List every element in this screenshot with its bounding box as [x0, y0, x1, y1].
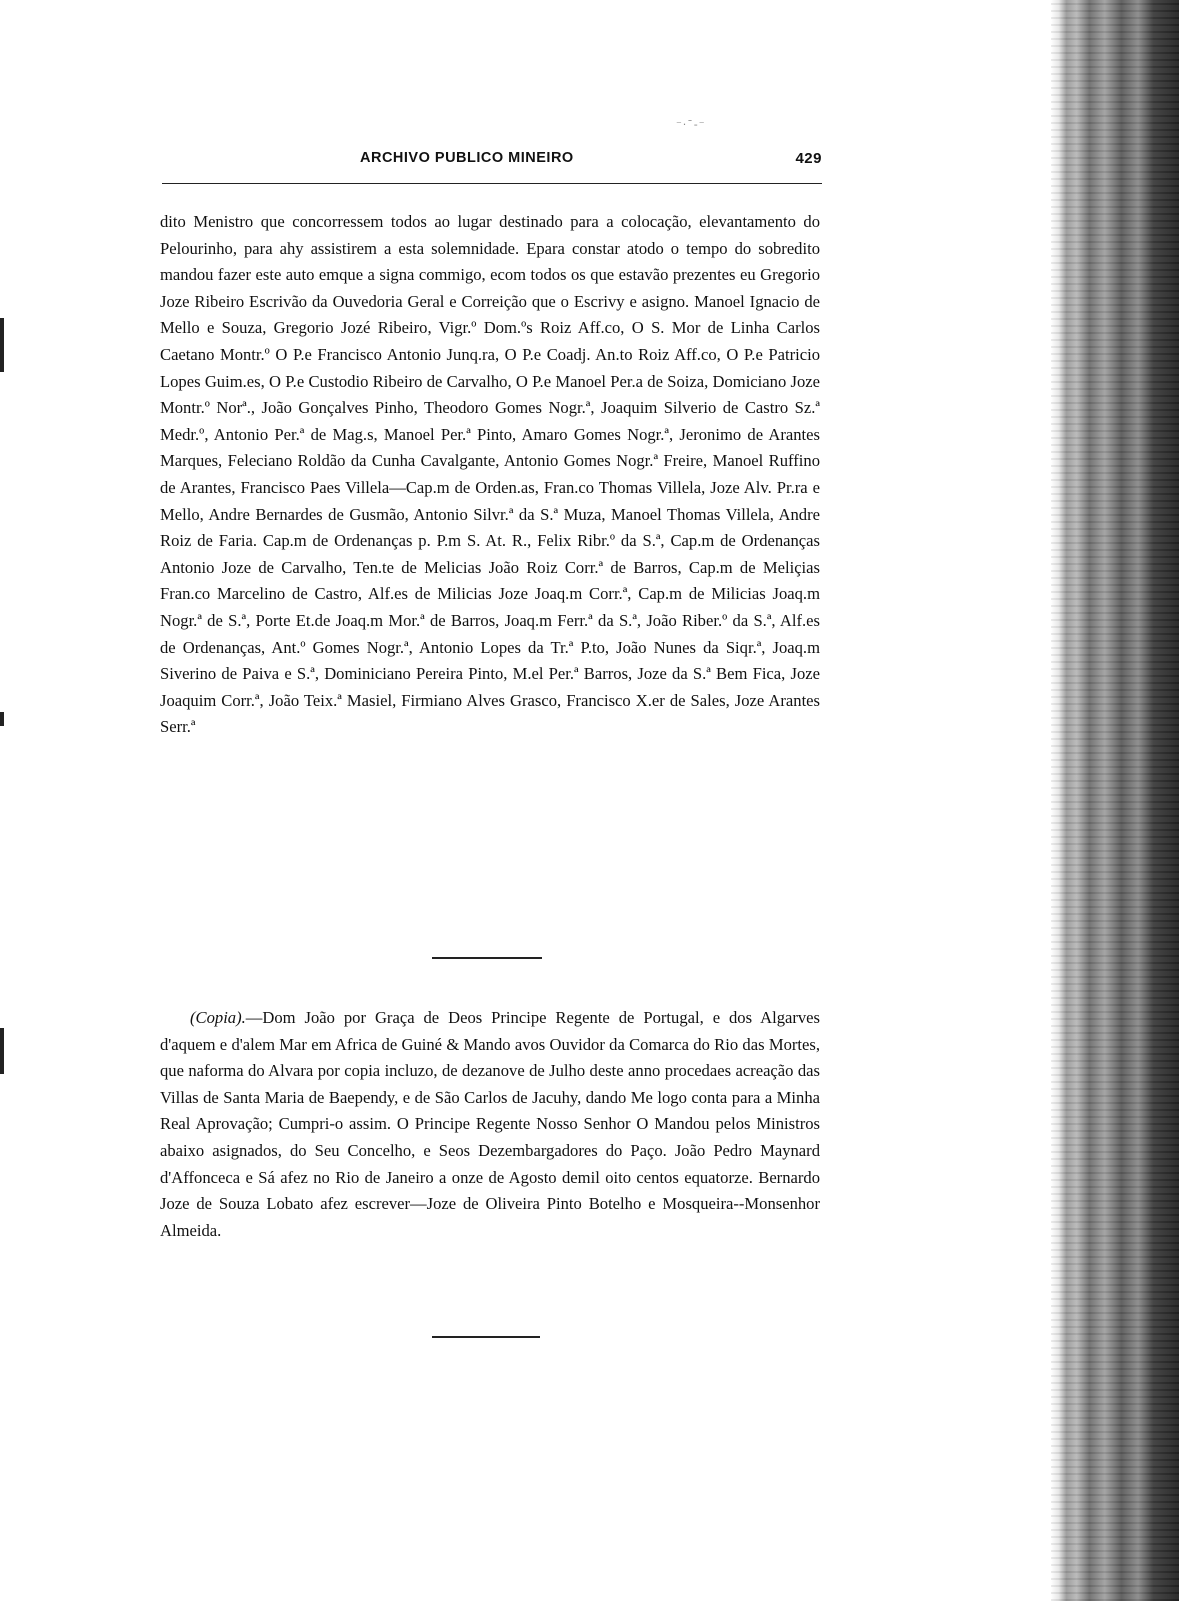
copy-text: —Dom João por Graça de Deos Principe Regente de Portugal, e dos Algarves d'aquem e d'alem Mar em Africa de Guiné & Mando avos Ouvidor da Comarca do Rio das Mortes, que naforma do Alvara por copia incluzo, de dezanove de Julho deste anno procedaes acreação das Villas de Santa Maria de Baependy, e de São Carlos de Jacuhy, dando Me logo conta para a Minha Real Aprovação; Cumpri-o assim. O Principe Regente Nosso Senhor O Mandou pelos Ministros abaixo asignados, do Seu Concelho, e Seos Dezembargadores do Paço. João Pedro Maynard d'Affonceca e Sá afez no Rio de Janeiro a onze de Agosto demil oito centos equatorze. Bernardo Joze de Souza Lobato afez escrever—Joze de Oliveira Pinto Botelho e Mosqueira--Monsenhor Almeida. — [160, 1008, 820, 1240]
book-binding-edge — [1051, 0, 1179, 1601]
margin-mark — [0, 318, 4, 372]
body-paragraph-2 — [160, 1005, 820, 1244]
body-paragraph-1: dito Menistro que concorressem todos ao lugar destinado para a colocação, elevantamento do Pelourinho, para ahy assistirem a esta solemnidade. Epara constar atodo o tempo do sobredito mandou fazer este auto emque a signa commigo, ecom todos os que estavão prezentes eu Gregorio Joze Ribeiro Escrivão da Ouvedoria Geral e Correição que o Escrivy e asigno. Manoel Ignacio de Mello e Souza, Gregorio Jozé Ribeiro, Vigr.º Dom.ºs Roiz Aff.co, O S. Mor de Linha Carlos Caetano Montr.º O P.e Francisco Antonio Junq.ra, O P.e Coadj. An.to Roiz Aff.co, O P.e Patricio Lopes Guim.es, O P.e Custodio Ribeiro de Carvalho, O P.e Manoel Per.a de Soiza, Domiciano Joze Montr.º Norª., João Gonçalves Pinho, Theodoro Gomes Nogr.ª, Joaquim Silverio de Castro Sz.ª Medr.º, Antonio Per.ª de Mag.s, Manoel Per.ª Pinto, Amaro Gomes Nogr.ª, Jeronimo de Arantes Marques, Feleciano Roldão da Cunha Cavalgante, Antonio Gomes Nogr.ª Freire, Manoel Ruffino de Arantes, Francisco Paes Villela—Cap.m de Orden.as, Fran.co Thomas Villela, Joze Alv. Pr.ra e Mello, Andre Bernardes de Gusmão, Antonio Silvr.ª da S.ª Muza, Manoel Thomas Villela, Andre Roiz de Faria. Cap.m de Ordenanças p. P.m S. At. R., Felix Ribr.º da S.ª, Cap.m de Ordenanças Antonio Joze de Carvalho, Ten.te de Melicias João Roiz Corr.ª de Barros, Cap.m de Meliçias Fran.co Marcelino de Castro, Alf.es de Milicias Joze Joaq.m Corr.ª, Cap.m de Milicias Joaq.m Nogr.ª de S.ª, Porte Et.de Joaq.m Mor.ª de Barros, Joaq.m Ferr.ª da S.ª, João Riber.º da S.ª, Alf.es de Ordenanças, Ant.º Gomes Nogr.ª, Antonio Lopes da Tr.ª P.to, João Nunes da Siqr.ª, Joaq.m Siverino de Paiva e S.ª, Dominiciano Pereira Pinto, M.el Per.ª Barros, Joze da S.ª Bem Fica, Joze Joaquim Corr.ª, João Teix.ª Masiel, Firmiano Alves Grasco, Francisco X.er de Sales, Joze Arantes Serr.ª — [160, 212, 820, 737]
header-title: ARCHIVO PUBLICO MINEIRO — [360, 150, 574, 166]
section-divider — [432, 957, 542, 959]
copy-label: (Copia). — [190, 1008, 246, 1027]
page-number: 429 — [795, 150, 822, 167]
header-rule — [162, 183, 822, 184]
margin-mark — [0, 1028, 4, 1074]
scan-smudge: ⁻·ˉ‐⁻ — [676, 118, 706, 131]
margin-mark — [0, 712, 4, 726]
section-divider — [432, 1336, 540, 1338]
